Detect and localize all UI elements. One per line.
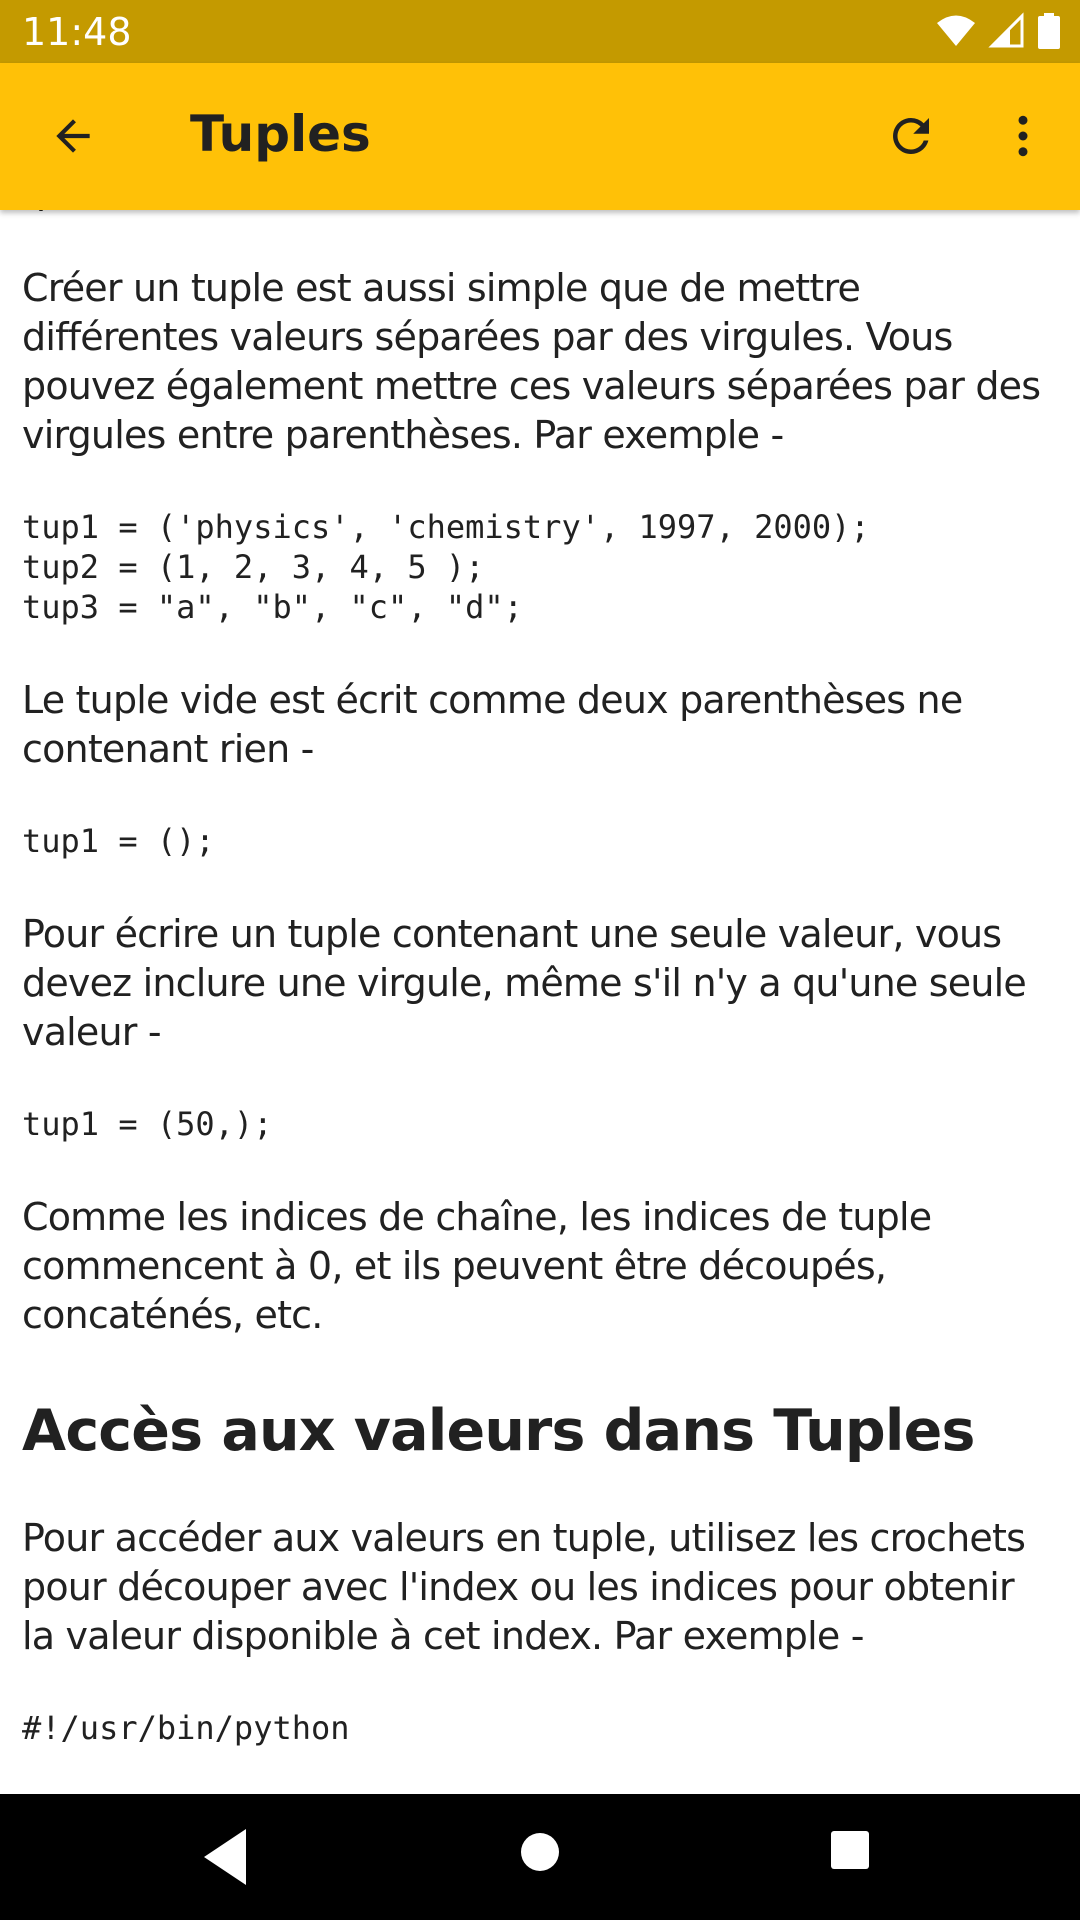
text-line: commencent à 0, et ils peuvent être découpés, [22, 1244, 887, 1288]
section-heading: Accès aux valeurs dans Tuples [22, 1398, 975, 1464]
text-line: virgules entre parenthèses. Par exemple - [22, 413, 784, 457]
code-line: #!/usr/bin/python [22, 1709, 350, 1747]
paragraph-access-values [22, 1514, 1062, 1661]
paragraph-single-value [22, 910, 1062, 1057]
refresh-button[interactable] [878, 103, 944, 169]
paragraph-indices [22, 1193, 1062, 1340]
nav-recents-icon[interactable] [830, 1830, 870, 1870]
text-line: Pour accéder aux valeurs en tuple, utilisez les crochets [22, 1516, 1026, 1560]
paragraph-empty-tuple [22, 676, 1062, 774]
paragraph-create-tuple [22, 264, 1062, 460]
status-icons [936, 13, 1060, 49]
text-line: Le tuple vide est écrit comme deux parenthèses ne [22, 678, 963, 722]
text-line: concaténés, etc. [22, 1293, 323, 1337]
code-line: tup1 = ('physics', 'chemistry', 1997, 2000); [22, 508, 870, 546]
more-vert-icon [996, 109, 1050, 163]
article-content[interactable] [0, 210, 1080, 1794]
code-line: tup3 = "a", "b", "c", "d"; [22, 588, 523, 626]
battery-icon [1038, 13, 1060, 49]
text-line: Pour écrire un tuple contenant une seule valeur, vous [22, 912, 1002, 956]
text-line: Comme les indices de chaîne, les indices de tuple [22, 1195, 932, 1239]
refresh-icon [884, 109, 938, 163]
arrow-back-icon [48, 111, 98, 161]
code-block-tuples [22, 507, 1062, 627]
status-bar [0, 0, 1080, 63]
status-time: 11:48 [22, 10, 132, 54]
text-line: devez inclure une virgule, même s'il n'y a qu'une seule [22, 961, 1026, 1005]
app-bar [0, 63, 1080, 210]
text-line: pouvez également mettre ces valeurs séparées par des [22, 364, 1041, 408]
nav-home-icon[interactable] [520, 1832, 560, 1872]
code-block-empty-tuple: tup1 = (); [22, 822, 215, 860]
text-line: la valeur disponible à cet index. Par exemple - [22, 1614, 864, 1658]
text-line: pour découper avec l'index ou les indices pour obtenir [22, 1565, 1014, 1609]
wifi-icon [936, 14, 976, 48]
system-nav-bar [0, 1794, 1080, 1920]
more-options-button[interactable] [990, 103, 1056, 169]
code-block-single-tuple: tup1 = (50,); [22, 1105, 273, 1143]
text-line: Créer un tuple est aussi simple que de mettre [22, 266, 861, 310]
cell-signal-icon [990, 14, 1024, 48]
back-button[interactable] [40, 103, 106, 169]
page-title: Tuples [190, 105, 371, 163]
text-line: contenant rien - [22, 727, 314, 771]
text-line: valeur - [22, 1010, 161, 1054]
code-line: tup2 = (1, 2, 3, 4, 5 ); [22, 548, 485, 586]
nav-back-icon[interactable] [200, 1827, 250, 1887]
text-line: différentes valeurs séparées par des virgules. Vous [22, 315, 953, 359]
